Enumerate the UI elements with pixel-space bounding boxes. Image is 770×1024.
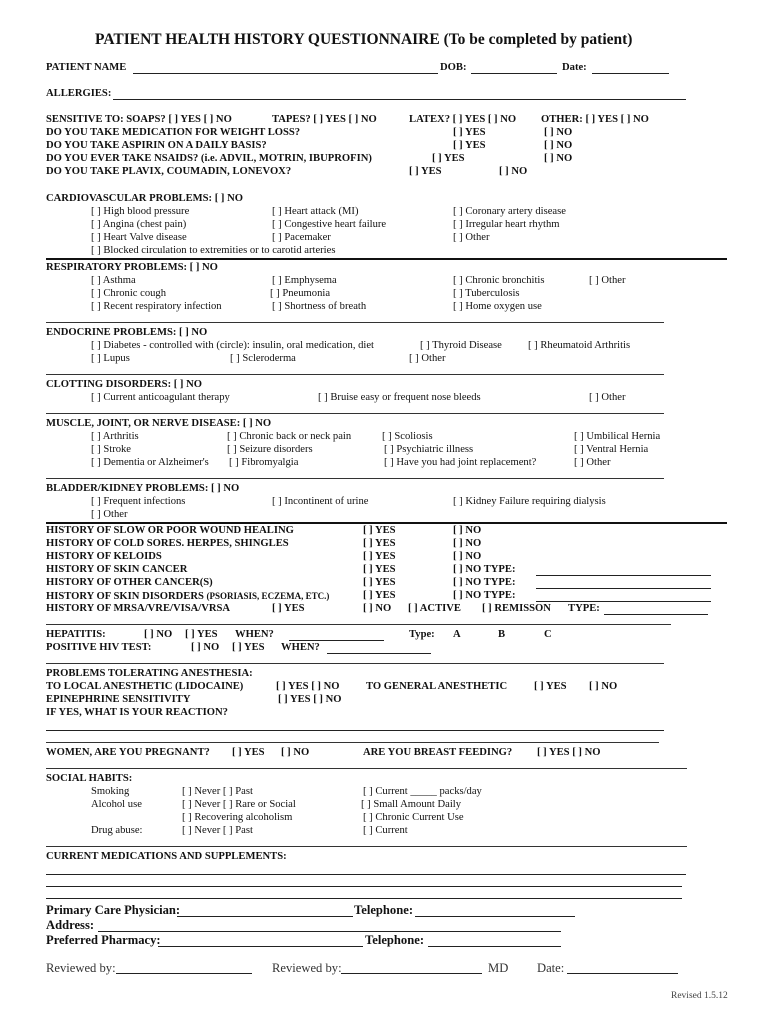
address-field[interactable] [98,931,561,932]
cardio-chf[interactable]: [ ] Congestive heart failure [272,219,387,230]
patient-name-field[interactable] [133,73,438,74]
history-skin-cancer: HISTORY OF SKIN CANCER [46,564,188,575]
pharmacy-field[interactable] [158,946,363,947]
social-alcohol-chronic[interactable]: [ ] Chronic Current Use [363,812,464,823]
women-pregnant-no[interactable]: [ ] NO [281,747,310,758]
women-breast-feeding: ARE YOU BREAST FEEDING? [363,747,513,758]
endo-header[interactable]: ENDOCRINE PROBLEMS: [ ] NO [46,327,208,338]
section-divider [46,374,664,375]
cardio-valve[interactable]: [ ] Heart Valve disease [91,232,187,243]
date-label: Date: [562,62,587,73]
muscle-seizure[interactable]: [ ] Seizure disorders [227,444,313,455]
resp-pneumonia[interactable]: [ ] Pneumonia [270,288,331,299]
social-alcohol-never-rare[interactable]: [ ] Never [ ] Rare or Social [182,799,296,810]
question-nsaids: DO YOU EVER TAKE NSAIDS? (i.e. ADVIL, MOTRIN, IBUPROFIN) [46,153,372,164]
medications-line-3[interactable] [46,898,682,899]
social-drug-never-past[interactable]: [ ] Never [ ] Past [182,825,253,836]
history-cold-sores-no[interactable]: [ ] NO [453,538,482,549]
anesthesia-header: PROBLEMS TOLERATING ANESTHESIA: [46,668,253,679]
history-skin-disorders: HISTORY OF SKIN DISORDERS (PSORIASIS, ECZEMA, ETC.) [46,591,330,602]
muscle-scoliosis[interactable]: [ ] Scoliosis [382,431,433,442]
history-wound-no[interactable]: [ ] NO [453,525,482,536]
social-smoking-never-past[interactable]: [ ] Never [ ] Past [182,786,253,797]
history-cold-sores: HISTORY OF COLD SORES. HERPES, SHINGLES [46,538,289,549]
resp-asthma[interactable]: [ ] Asthma [91,275,136,286]
history-skin-disorders-yes[interactable]: [ ] YES [363,590,396,601]
history-other-cancer: HISTORY OF OTHER CANCER(S) [46,577,213,588]
address-label: Address: [46,918,95,932]
clot-other[interactable]: [ ] Other [589,392,626,403]
plavix-yes[interactable]: [ ] YES [409,166,442,177]
pharmacy-telephone-label: Telephone: [365,933,425,947]
endo-other[interactable]: [ ] Other [409,353,446,364]
cardio-high-bp[interactable]: [ ] High blood pressure [91,206,190,217]
md-label: MD [488,961,509,975]
pcp-telephone-field[interactable] [415,916,575,917]
section-divider [46,478,664,479]
sensitive-other[interactable]: OTHER: [ ] YES [ ] NO [541,114,649,125]
social-drug-label: Drug abuse: [91,825,143,836]
section-divider [46,768,687,769]
cardio-pacemaker[interactable]: [ ] Pacemaker [272,232,331,243]
social-drug-current[interactable]: [ ] Current [363,825,408,836]
section-divider [46,258,727,260]
anesthesia-general: TO GENERAL ANESTHETIC [366,681,508,692]
cardio-irregular[interactable]: [ ] Irregular heart rhythm [453,219,560,230]
cardio-heart-attack[interactable]: [ ] Heart attack (MI) [272,206,359,217]
bladder-header[interactable]: BLADDER/KIDNEY PROBLEMS: [ ] NO [46,483,240,494]
hiv-label: POSITIVE HIV TEST: [46,642,152,653]
pcp-field[interactable] [177,916,353,917]
history-keloids-yes[interactable]: [ ] YES [363,551,396,562]
aspirin-no[interactable]: [ ] NO [544,140,573,151]
sensitive-soaps[interactable]: SENSITIVE TO: SOAPS? [ ] YES [ ] NO [46,114,232,125]
bladder-incontinent[interactable]: [ ] Incontinent of urine [272,496,369,507]
hepatitis-when-field[interactable] [289,640,384,641]
hepatitis-no[interactable]: [ ] NO [144,629,173,640]
footer-date-label: Date: [537,961,565,975]
date-field[interactable] [592,73,669,74]
question-weight-loss: DO YOU TAKE MEDICATION FOR WEIGHT LOSS? [46,127,301,138]
section-divider [46,413,664,414]
hiv-when: WHEN? [281,642,320,653]
endo-diabetes[interactable]: [ ] Diabetes - controlled with (circle): insulin, oral medication, diet [91,340,374,351]
history-keloids: HISTORY OF KELOIDS [46,551,162,562]
muscle-dementia[interactable]: [ ] Dementia or Alzheimer's [91,457,209,468]
other-cancer-type-field[interactable] [536,588,711,589]
history-mrsa-type: TYPE: [568,603,600,614]
history-skin-cancer-no[interactable]: [ ] NO TYPE: [453,564,516,575]
cardio-other[interactable]: [ ] Other [453,232,490,243]
muscle-psychiatric[interactable]: [ ] Psychiatric illness [384,444,474,455]
hepatitis-type-a[interactable]: A [453,629,461,640]
resp-other[interactable]: [ ] Other [589,275,626,286]
page-title: PATIENT HEALTH HISTORY QUESTIONNAIRE (To be completed by patient) [95,31,633,48]
history-cold-sores-yes[interactable]: [ ] YES [363,538,396,549]
section-divider [46,742,659,743]
bladder-kidney-failure[interactable]: [ ] Kidney Failure requiring dialysis [453,496,606,507]
anesthesia-local-options[interactable]: [ ] YES [ ] NO [276,681,340,692]
reaction-field[interactable] [46,730,664,731]
hiv-no[interactable]: [ ] NO [191,642,220,653]
hiv-when-field[interactable] [327,653,431,654]
mrsa-type-field[interactable] [604,614,708,615]
weight-loss-yes[interactable]: [ ] YES [453,127,486,138]
nsaids-no[interactable]: [ ] NO [544,153,573,164]
skin-disorders-type-field[interactable] [536,601,711,602]
hepatitis-when: WHEN? [235,629,274,640]
muscle-other[interactable]: [ ] Other [574,457,611,468]
history-mrsa: HISTORY OF MRSA/VRE/VISA/VRSA [46,603,231,614]
resp-infection[interactable]: [ ] Recent respiratory infection [91,301,222,312]
muscle-joint-replacement[interactable]: [ ] Have you had joint replacement? [384,457,537,468]
nsaids-yes[interactable]: [ ] YES [432,153,465,164]
pcp-telephone-label: Telephone: [354,903,414,917]
reviewed-by-label-1: Reviewed by: [46,961,116,975]
medications-line-2[interactable] [46,886,682,887]
history-mrsa-no[interactable]: [ ] NO [363,603,392,614]
history-skin-cancer-yes[interactable]: [ ] YES [363,564,396,575]
endo-rheumatoid[interactable]: [ ] Rheumatoid Arthritis [528,340,631,351]
hepatitis-label: HEPATITIS: [46,629,106,640]
footer-date-field[interactable] [567,973,678,974]
muscle-stroke[interactable]: [ ] Stroke [91,444,132,455]
women-pregnant: WOMEN, ARE YOU PREGNANT? [46,747,210,758]
section-divider [46,663,664,664]
medications-line-1[interactable] [46,874,686,875]
social-alcohol-recovering[interactable]: [ ] Recovering alcoholism [182,812,293,823]
cardio-angina[interactable]: [ ] Angina (chest pain) [91,219,187,230]
cardio-blocked[interactable]: [ ] Blocked circulation to extremities or to carotid arteries [91,245,336,256]
patient-name-label: PATIENT NAME [46,62,127,73]
history-skin-disorders-no[interactable]: [ ] NO TYPE: [453,590,516,601]
skin-cancer-type-field[interactable] [536,575,711,576]
hepatitis-type: Type: [409,629,435,640]
women-breast-options[interactable]: [ ] YES [ ] NO [537,747,601,758]
anesthesia-general-yes[interactable]: [ ] YES [534,681,567,692]
anesthesia-general-no[interactable]: [ ] NO [589,681,618,692]
dob-field[interactable] [471,73,557,74]
hiv-yes[interactable]: [ ] YES [232,642,265,653]
cardio-header[interactable]: CARDIOVASCULAR PROBLEMS: [ ] NO [46,193,243,204]
resp-oxygen[interactable]: [ ] Home oxygen use [453,301,542,312]
section-divider [46,846,687,847]
anesthesia-epi: EPINEPHRINE SENSITIVITY [46,694,191,705]
dob-label: DOB: [440,62,467,73]
muscle-umbilical[interactable]: [ ] Umbilical Hernia [574,431,661,442]
pcp-label: Primary Care Physician: [46,903,181,917]
anesthesia-epi-options[interactable]: [ ] YES [ ] NO [278,694,342,705]
history-mrsa-active[interactable]: [ ] ACTIVE [408,603,461,614]
social-alcohol-label: Alcohol use [91,799,142,810]
reviewed-by-label-2: Reviewed by: [272,961,342,975]
question-aspirin: DO YOU TAKE ASPIRIN ON A DAILY BASIS? [46,140,267,151]
sensitive-latex[interactable]: LATEX? [ ] YES [ ] NO [409,114,517,125]
section-divider [46,624,671,625]
resp-tuberculosis[interactable]: [ ] Tuberculosis [453,288,520,299]
pharmacy-telephone-field[interactable] [428,946,561,947]
muscle-header[interactable]: MUSCLE, JOINT, OR NERVE DISEASE: [ ] NO [46,418,272,429]
endo-thyroid[interactable]: [ ] Thyroid Disease [420,340,502,351]
clot-header[interactable]: CLOTTING DISORDERS: [ ] NO [46,379,202,390]
resp-header[interactable]: RESPIRATORY PROBLEMS: [ ] NO [46,262,218,273]
anesthesia-local: TO LOCAL ANESTHETIC (LIDOCAINE) [46,681,244,692]
aspirin-yes[interactable]: [ ] YES [453,140,486,151]
history-wound: HISTORY OF SLOW OR POOR WOUND HEALING [46,525,294,536]
resp-shortness[interactable]: [ ] Shortness of breath [272,301,367,312]
revised-label: Revised 1.5.12 [671,991,728,1001]
muscle-ventral[interactable]: [ ] Ventral Hernia [574,444,649,455]
pharmacy-label: Preferred Pharmacy: [46,933,161,947]
history-keloids-no[interactable]: [ ] NO [453,551,482,562]
social-header: SOCIAL HABITS: [46,773,133,784]
muscle-fibromyalgia[interactable]: [ ] Fibromyalgia [229,457,299,468]
social-alcohol-small[interactable]: [ ] Small Amount Daily [361,799,462,810]
reviewed-by-field-1[interactable] [116,973,252,974]
medications-header: CURRENT MEDICATIONS AND SUPPLEMENTS: [46,851,287,862]
reviewed-by-field-2[interactable] [341,973,482,974]
section-divider [46,322,664,323]
endo-lupus[interactable]: [ ] Lupus [91,353,130,364]
hepatitis-type-b[interactable]: B [498,629,506,640]
allergies-field[interactable] [113,99,686,100]
history-wound-yes[interactable]: [ ] YES [363,525,396,536]
clot-anticoagulant[interactable]: [ ] Current anticoagulant therapy [91,392,230,403]
history-other-cancer-no[interactable]: [ ] NO TYPE: [453,577,516,588]
anesthesia-reaction: IF YES, WHAT IS YOUR REACTION? [46,707,228,718]
hepatitis-yes[interactable]: [ ] YES [185,629,218,640]
history-mrsa-yes[interactable]: [ ] YES [272,603,305,614]
cardio-coronary[interactable]: [ ] Coronary artery disease [453,206,566,217]
women-pregnant-yes[interactable]: [ ] YES [232,747,265,758]
resp-cough[interactable]: [ ] Chronic cough [91,288,167,299]
muscle-back-pain[interactable]: [ ] Chronic back or neck pain [227,431,352,442]
weight-loss-no[interactable]: [ ] NO [544,127,573,138]
clot-bruise[interactable]: [ ] Bruise easy or frequent nose bleeds [318,392,481,403]
endo-scleroderma[interactable]: [ ] Scleroderma [230,353,296,364]
muscle-arthritis[interactable]: [ ] Arthritis [91,431,139,442]
resp-bronchitis[interactable]: [ ] Chronic bronchitis [453,275,545,286]
allergies-label: ALLERGIES: [46,88,112,99]
plavix-no[interactable]: [ ] NO [499,166,528,177]
sensitive-tapes[interactable]: TAPES? [ ] YES [ ] NO [272,114,377,125]
resp-emphysema[interactable]: [ ] Emphysema [272,275,337,286]
hepatitis-type-c[interactable]: C [544,629,552,640]
history-mrsa-remission[interactable]: [ ] REMISSON [482,603,551,614]
question-plavix: DO YOU TAKE PLAVIX, COUMADIN, LONEVOX? [46,166,292,177]
social-smoking-current[interactable]: [ ] Current _____ packs/day [363,786,482,797]
bladder-other[interactable]: [ ] Other [91,509,128,520]
section-divider [46,522,727,524]
history-other-cancer-yes[interactable]: [ ] YES [363,577,396,588]
bladder-infections[interactable]: [ ] Frequent infections [91,496,186,507]
social-smoking-label: Smoking [91,786,130,797]
